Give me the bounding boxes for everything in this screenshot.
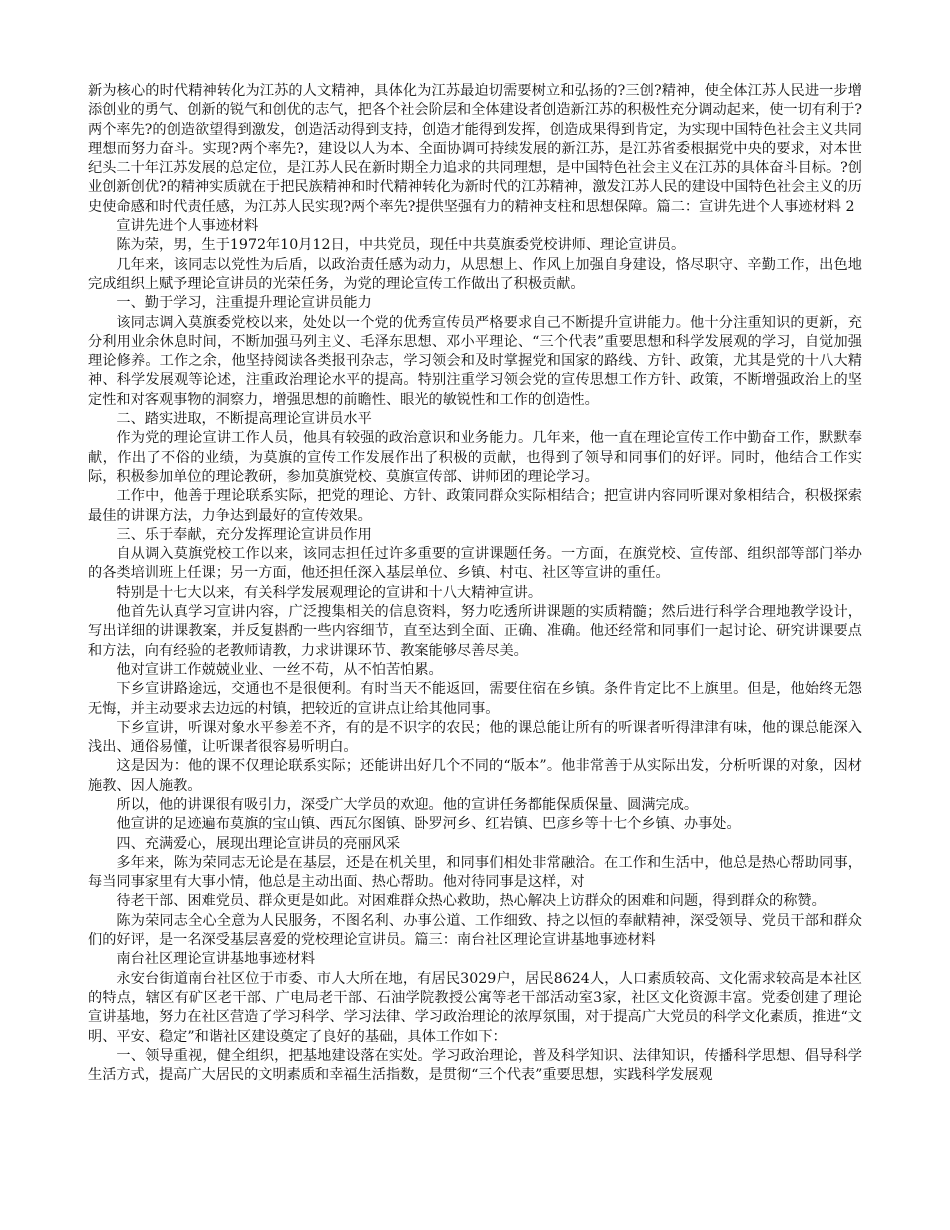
paragraph-colleagues: 多年来，陈为荣同志无论是在基层，还是在机关里，和同事们相处非常融洽。在工作和生活中，他总是热心帮助同事，每当同事家里有大事小情，他总是主动出面、热心帮助。他对待同事是这样，对 xyxy=(88,854,862,891)
paragraph-bio: 陈为荣，男，生于1972年10月12日，中共党员，现任中共莫旗委党校讲师、理论宣讲员。 xyxy=(116,237,686,254)
paragraph-summary: 几年来，该同志以党性为后盾，以政治责任感为动力，从思想上、作风上加强自身建设，恪尽职守、辛勤工作，出色地完成组织上赋予理论宣讲员的光荣任务，为党的理论宣传工作做出了积极贡献。 xyxy=(88,256,862,292)
paragraph-diligence: 他对宣讲工作兢兢业业、一丝不苟，从不怕苦怕累。 xyxy=(116,661,443,678)
paragraph-welcome: 所以，他的讲课很有吸引力，深受广大学员的欢迎。他的宣讲任务都能保质保量、圆满完成。 xyxy=(116,796,699,813)
paragraph-study: 该同志调入莫旗委党校以来，处处以一个党的优秀宣传员严格要求自己不断提升宣讲能力。他十分注重知识的更新，充分利用业余休息时间，不断加强马列主义、毛泽东思想、邓小平理论、“三个代表”重要思想和科学发展观的学习，自觉加强理论修养。工作之余，他坚持阅读各类报刊杂志，学习领会和及时掌握党和国家的路线、方针、政策，尤其是党的十八大精神、科学发展观等论述，注重政治理论水平的提高。特别注重学习领会党的宣传思想工作方针、政策，不断增强政治上的坚定性和对客观事物的洞察力，增强思想的前瞻性、眼光的敏锐性和工作的创造性。 xyxy=(88,314,862,408)
paragraph-work: 作为党的理论宣讲工作人员，他具有较强的政治意识和业务能力。几年来，他一直在理论宣传工作中勤奋工作，默默奉献，作出了不俗的业绩，为莫旗的宣传工作发展作出了积极的贡献，也得到了领导和同事们的好评。同时，他结合工作实际，积极参加单位的理论教研，参加莫旗党校、莫旗宣传部、讲师团的理论学习。 xyxy=(88,430,862,485)
document-page xyxy=(88,82,862,1085)
paragraph-audience: 下乡宣讲，听课对象水平参差不齐，有的是不识字的农民；他的课总能让所有的听课者听得津津有味，他的课总能深入浅出、通俗易懂，让听课者很容易听明白。 xyxy=(88,719,862,756)
paragraph-conclusion: 陈为荣同志全心全意为人民服务，不图名利、办事公道、工作细致、持之以恒的奉献精神，深受领导、党员干部和群众们的好评，是一名深受基层喜爱的党校理论宣讲员。篇三：南台社区理论宣讲基地事迹材料 xyxy=(88,912,862,949)
paragraph-community: 永安台街道南台社区位于市委、市人大所在地，有居民3029户，居民8624人，人口素质较高、文化需求较高是本社区的特点，辖区有矿区老干部、广电局老干部、石油学院教授公寓等老干部活动室3家，社区文化资源丰富。党委创建了理论宣讲基地，努力在社区营造了学习科学、学习法律、学习政治理论的浓厚氛围，对于提高广大党员的科学文化素质，推进“文明、平安、稳定”和谐社区建设奠定了良好的基础，具体工作如下： xyxy=(88,970,862,1045)
subheading-1: 一、勤于学习，注重提升理论宣讲员能力 xyxy=(116,295,372,312)
section-title-2: 宣讲先进个人事迹材料 xyxy=(116,218,259,235)
paragraph-intro: 新为核心的时代精神转化为江苏的人文精神，具体化为江苏最迫切需要树立和弘扬的?三创?精神，使全体江苏人民进一步增添创业的勇气、创新的锐气和创优的志气，把各个社会阶层和全体建设者创造新江苏的积极性充分调动起来，使一切有利于?两个率先?的创造欲望得到激发，创造活动得到支持，创造才能得到发挥，创造成果得到肯定，为实现中国特色社会主义共同理想而努力奋斗。实现?两个率先?，建设以人为本、全面协调可持续发展的新江苏，是江苏省委根据党中央的要求，对本世纪头二十年江苏发展的总定位，是江苏人民在新时期全力追求的共同理想，是中国特色社会主义在江苏的具体奋斗目标。?创业创新创优?的精神实质就在于把民族精神和时代精神转化为新时代的江苏精神，激发江苏人民的建设中国特色社会主义的历史使命感和时代责任感，为江苏人民实现?两个率先?提供坚强有力的精神支柱和思想保障。篇二：宣讲先进个人事迹材料 2 xyxy=(88,83,862,215)
paragraph-tasks: 自从调入莫旗党校工作以来，该同志担任过许多重要的宣讲课题任务。一方面，在旗党校、宣传部、组织部等部门举办的各类培训班上任课；另一方面，他还担任深入基层单位、乡镇、村屯、社区等宣讲的重任。 xyxy=(88,546,862,582)
paragraph-countryside: 下乡宣讲路途远，交通也不是很便利。有时当天不能返回，需要住宿在乡镇。条件肯定比不上旗里。但是，他始终无怨无悔，并主动要求去边远的村镇，把较近的宣讲点让给其他同事。 xyxy=(88,681,862,717)
paragraph-footprint: 他宣讲的足迹遍布莫旗的宝山镇、西瓦尔图镇、卧罗河乡、红岩镇、巴彦乡等十七个乡镇、办事处。 xyxy=(116,816,741,833)
subheading-4: 四、充满爱心，展现出理论宣讲员的亮丽风采 xyxy=(116,835,401,852)
section-title-3: 南台社区理论宣讲基地事迹材料 xyxy=(116,951,316,968)
paragraph-since-17th: 特别是十七大以来，有关科学发展观理论的宣讲和十八大精神宣讲。 xyxy=(116,584,543,601)
subheading-2: 二、踏实进取，不断提高理论宣讲员水平 xyxy=(116,411,372,428)
subheading-3: 三、乐于奉献，充分发挥理论宣讲员作用 xyxy=(116,526,372,543)
paragraph-leadership: 一、领导重视，健全组织，把基地建设落在实处。学习政治理论，普及科学知识、法律知识，传播科学思想、倡导科学生活方式，提高广大居民的文明素质和幸福生活指数，是贯彻“三个代表”重要思想，实践科学发展观 xyxy=(88,1047,862,1084)
paragraph-versions: 这是因为：他的课不仅理论联系实际；还能讲出好几个不同的“版本”。他非常善于从实际出发，分析听课的对象，因材施教、因人施教。 xyxy=(88,758,862,794)
paragraph-elders: 待老干部、困难党员、群众更是如此。对困难群众热心救助，热心解决上访群众的困难和问题，得到群众的称赞。 xyxy=(116,893,826,910)
paragraph-practice: 工作中，他善于理论联系实际，把党的理论、方针、政策同群众实际相结合；把宣讲内容同听课对象相结合，积极探索最佳的讲课方法，力争达到最好的宣传效果。 xyxy=(88,488,862,524)
paragraph-preparation: 他首先认真学习宣讲内容，广泛搜集相关的信息资料，努力吃透所讲课题的实质精髓；然后进行科学合理地教学设计，写出详细的讲课教案，并反复斟酌一些内容细节，直至达到全面、正确、准确。他还经常和同事们一起讨论、研究讲课要点和方法，向有经验的老教师请教，力求讲课环节、教案能够尽善尽美。 xyxy=(88,604,862,659)
